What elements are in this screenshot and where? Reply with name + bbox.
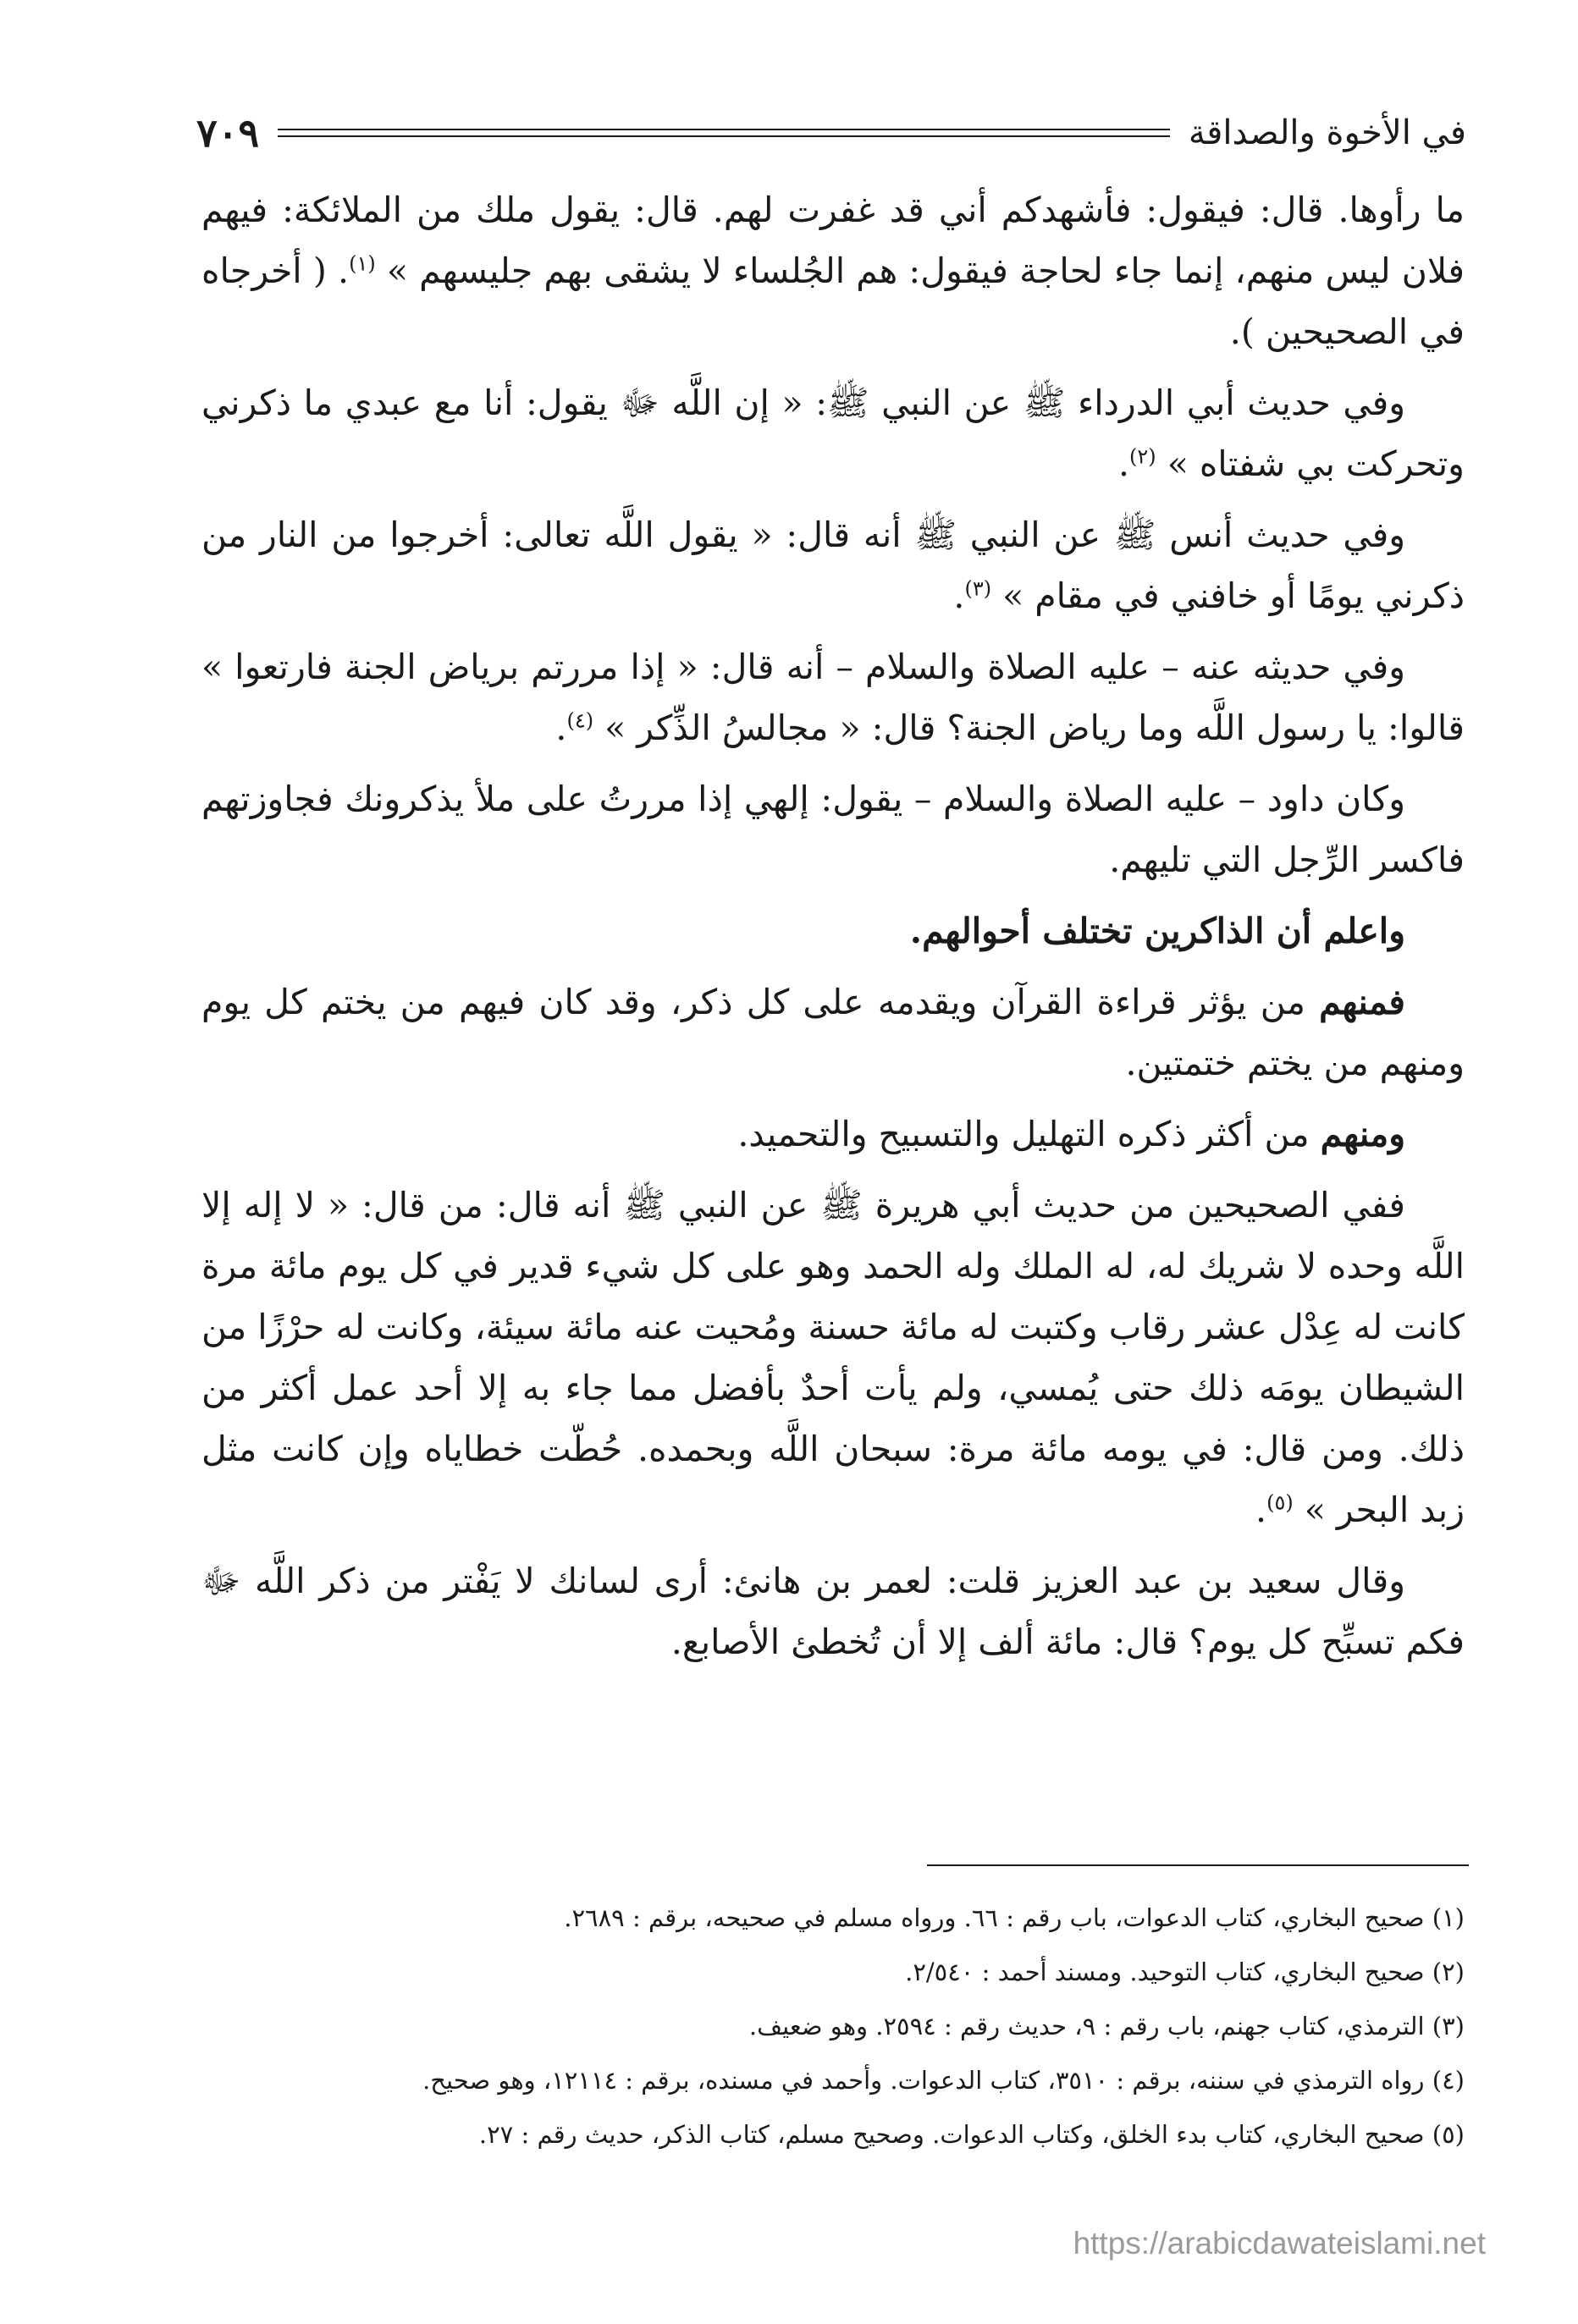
lead-word: فمنهم <box>1319 982 1405 1022</box>
footnote: (٥) صحيح البخاري، كتاب بدء الخلق، وكتاب الدعوات. وصحيح مسلم، كتاب الذكر، حديث رقم : ٢٧. <box>478 2120 1465 2149</box>
footnote-ref[interactable]: (٣) <box>964 576 992 601</box>
watermark-url: https://arabicdawateislami.net <box>1073 2226 1486 2261</box>
paragraph: وفي حديثه عنه – عليه الصلاة والسلام – أنه قال: « إذا مررتم برياض الجنة فارتعوا » قالوا: يا رسول اللَّه وما رياض الجنة؟ قال: « مجالسُ الذِّكر » $^{(٤)}$. <box>201 647 1465 748</box>
footnote: (١) صحيح البخاري، كتاب الدعوات، باب رقم : ٦٦. ورواه مسلم في صحيحه، برقم : ٢٦٨٩. <box>564 1903 1465 1932</box>
footnote: (٣) الترمذي، كتاب جهنم، باب رقم : ٩، حديث رقم : ٢٥٩٤. وهو ضعيف. <box>748 2012 1465 2040</box>
paragraph: وفي حديث أنس ﷺ عن النبي ﷺ أنه قال: « يقول اللَّه تعالى: أخرجوا من النار من ذكرني يومًا أو خافني في مقام » $^{(٣)}$. <box>201 515 1465 616</box>
paragraph: وقال سعيد بن عبد العزيز قلت: لعمر بن هانئ: أرى لسانك لا يَفْتر من ذكر اللَّه ﷻ فكم تسبِّح كل يوم؟ قال: مائة ألف إلا أن تُخطئ الأصابع. <box>201 1561 1465 1662</box>
lead-word: ومنهم <box>1320 1114 1405 1154</box>
header-rule <box>278 129 1170 137</box>
footnote: (٢) صحيح البخاري، كتاب التوحيد. ومسند أحمد : ٢/٥٤٠. <box>905 1958 1465 1986</box>
paragraph: ما رأوها. قال: فيقول: فأشهدكم أني قد غفرت لهم. قال: يقول ملك من الملائكة: فيهم فلان ليس منهم، إنما جاء لحاجة فيقول: هم الجُلساء لا يشقى بهم جليسهم » $^{(١)}$. ( أخرجاه في الصحيحين ). <box>201 190 1465 352</box>
section-heading: واعلم أن الذاكرين تختلف أحوالهم. <box>909 911 1405 951</box>
paragraph: فمنهم من يؤثر قراءة القرآن ويقدمه على كل ذكر، وقد كان فيهم من يختم كل يوم ومنهم من يختم ختمتين. <box>201 982 1465 1083</box>
chapter-title: في الأخوة والصداقة <box>1188 113 1466 152</box>
paragraph: ففي الصحيحين من حديث أبي هريرة ﷺ عن النبي ﷺ أنه قال: من قال: « لا إله إلا اللَّه وحده لا شريك له، له الملك وله الحمد وهو على كل شيء قدير في كل يوم مائة مرة كانت له عِدْل عشر رقاب وكتبت له مائة حسنة ومُحيت عنه مائة سيئة، وكانت له حرْزًا من الشيطان يومَه ذلك حتى يُمسي، ولم يأت أحدٌ بأفضل مما جاء به إلا أحد عمل أكثر من ذلك. ومن قال: في يومه مائة مرة: سبحان اللَّه وبحمده. حُطّت خطاياه وإن كانت مثل زبد البحر » $^{(٥)}$. <box>201 1185 1465 1530</box>
body-text <box>201 179 1465 1682</box>
footnotes <box>222 1891 1465 2162</box>
footnote-ref[interactable]: (٤) <box>566 708 594 733</box>
paragraph: وكان داود – عليه الصلاة والسلام – يقول: إلهي إذا مررتُ على ملأ يذكرونك فجاوزتهم فاكسر الرِّجل التي تليهم. <box>201 779 1465 880</box>
footnote-separator <box>927 1864 1469 1866</box>
page-number: ٧٠٩ <box>196 110 260 156</box>
footnote-ref[interactable]: (١) <box>349 251 376 276</box>
paragraph: ومنهم من أكثر ذكره التهليل والتسبيح والتحميد. <box>737 1114 1405 1154</box>
running-header <box>196 103 1466 162</box>
footnote: (٤) رواه الترمذي في سننه، برقم : ٣٥١٠، كتاب الدعوات. وأحمد في مسنده، برقم : ١٢١١٤، وهو صحيح. <box>422 2066 1465 2095</box>
footnote-ref[interactable]: (٥) <box>1266 1490 1294 1515</box>
footnote-ref[interactable]: (٢) <box>1129 444 1156 469</box>
paragraph: وفي حديث أبي الدرداء ﷺ عن النبي ﷺ: « إن اللَّه ﷻ يقول: أنا مع عبدي ما ذكرني وتحركت بي شفتاه » $^{(٢)}$. <box>201 383 1465 484</box>
